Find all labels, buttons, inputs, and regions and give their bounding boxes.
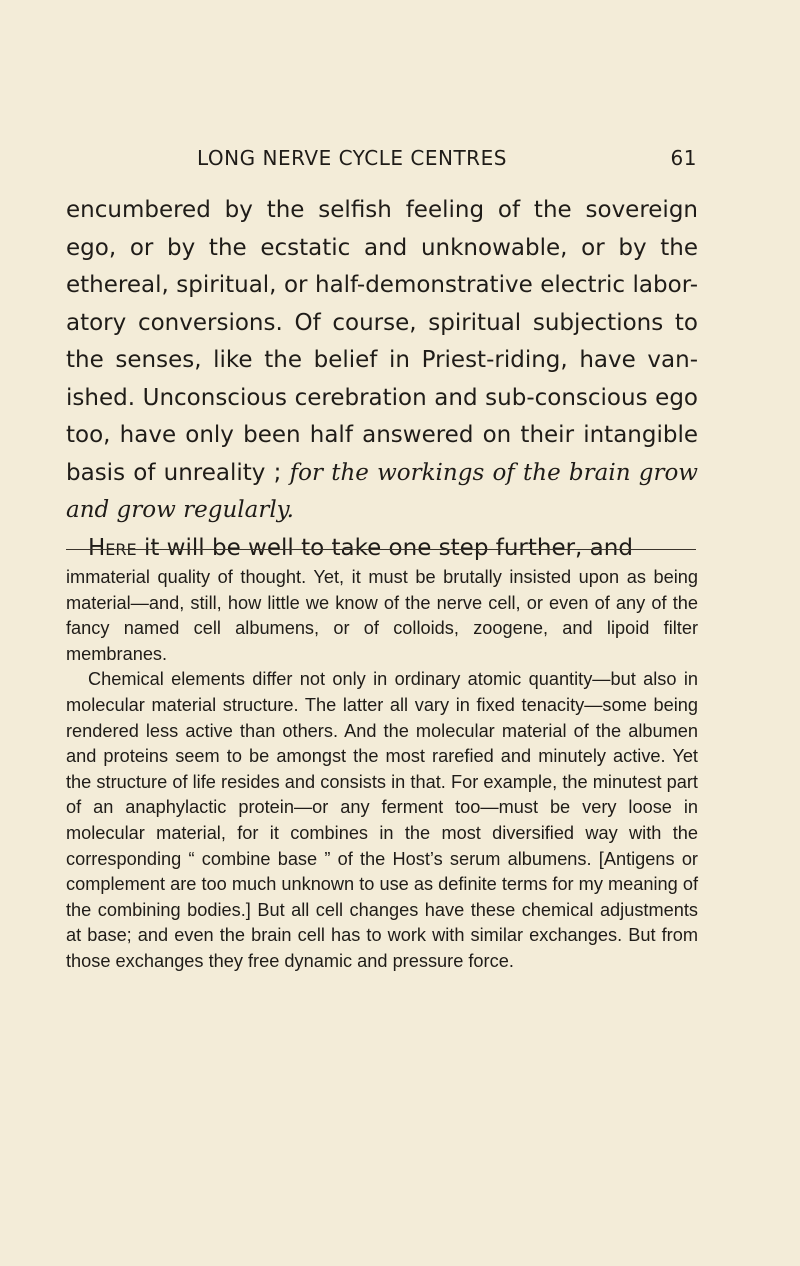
running-header [197, 146, 697, 176]
footnote-paragraph: immaterial quality of thought. Yet, it must be brutally insisted upon as being material—and, still, how little we know of the nerve cell, or even of any of the fancy named cell albumens, or of colloids, zoogene, and lipoid filter membranes. [66, 567, 698, 664]
running-title: LONG NERVE CYCLE CENTRES [197, 146, 507, 170]
footnote [66, 565, 698, 975]
italic-phrase: for the workings of the brain grow and grow regularly. [66, 459, 698, 523]
main-paragraph-text: it will be well to take one step further, and [136, 534, 633, 561]
main-paragraph-text: encumbered by the selfish feeling of the sovereign ego, or by the ecstatic and unknowable, or by the ethereal, spiritual, or half-demonstrative electric labor-atory conversions. Of course, spiritual subjections to the senses, like the belief in Priest-riding, have van-ished. Unconscious cerebration and sub-conscious ego too, have only been half answered on their intangible basis of unreality ; [66, 197, 698, 486]
footnote-divider [66, 549, 696, 550]
footnote-paragraph: Chemical elements differ not only in ordinary atomic quantity—but also in molecular material structure. The latter all vary in fixed tenacity—some being rendered less active than others. And the molecular material of the albumen and proteins seem to be amongst the most rarefied and minutely active. Yet the structure of life resides and consists in that. For example, the minutest part of an anaphylactic protein—or any ferment too—must be very loose in molecular material, for it combines in the most diversified way with the corresponding “ combine base ” of the Host’s serum albumens. [Antigens or complement are too much unknown to use as definite terms for my meaning of the combining bodies.] But all cell changes have these chemical adjustments at base; and even the brain cell has to work with similar exchanges. But from those exchanges they free dynamic and pressure force. [66, 669, 698, 971]
main-text [66, 192, 698, 567]
small-caps-lead: Here [88, 534, 137, 561]
page-number: 61 [670, 146, 697, 170]
main-paragraph [66, 192, 698, 530]
